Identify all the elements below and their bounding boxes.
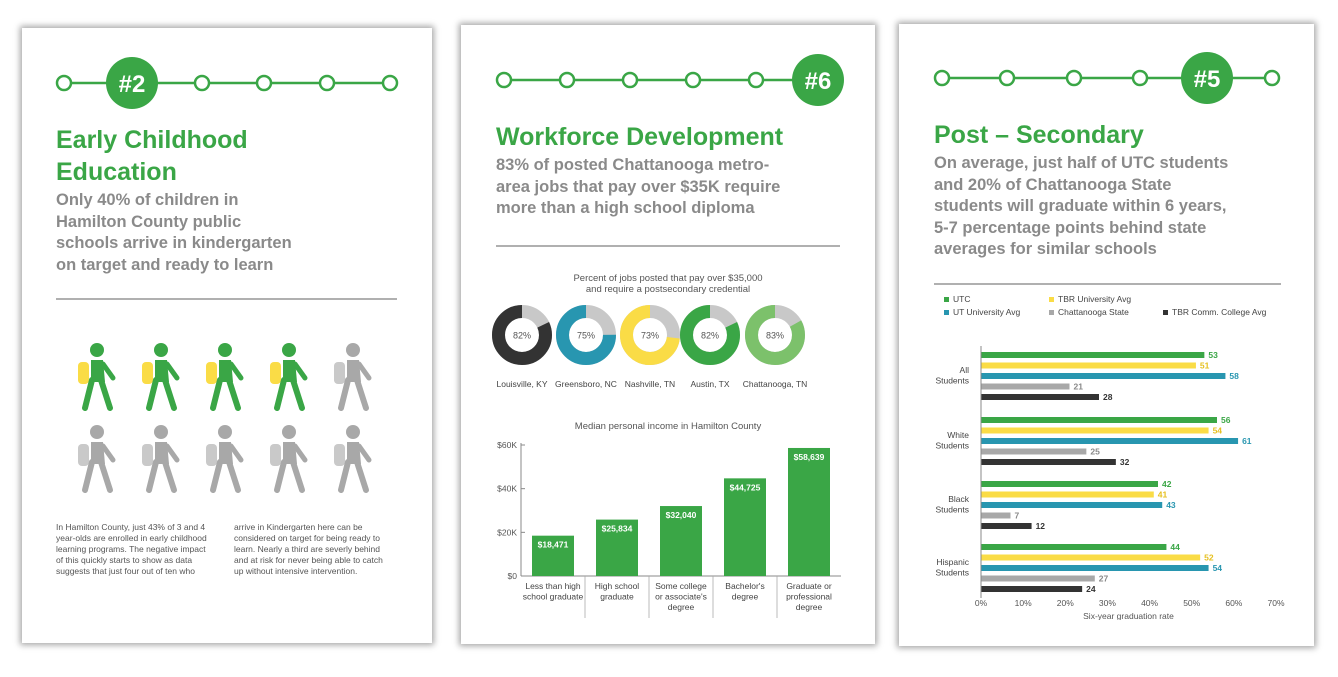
workforce-card bbox=[461, 25, 875, 644]
grad-bar bbox=[981, 586, 1082, 592]
donut-value: 82% bbox=[700, 330, 720, 341]
card-subtitle bbox=[56, 190, 292, 276]
y-category-label: Black bbox=[948, 494, 969, 504]
bar-value-label: 58 bbox=[1229, 371, 1239, 381]
step-dot bbox=[320, 76, 334, 90]
subtitle-line: students will graduate within 6 years, bbox=[934, 197, 1227, 215]
head bbox=[90, 343, 104, 357]
bar-value-label: 21 bbox=[1073, 381, 1083, 392]
leg bbox=[165, 380, 174, 408]
backpack bbox=[78, 362, 89, 384]
backpack bbox=[142, 444, 153, 466]
arm bbox=[167, 364, 177, 378]
bar-value-label: 53 bbox=[1208, 350, 1218, 360]
bar-value-label: 24 bbox=[1086, 584, 1096, 594]
walking-child-icon bbox=[78, 343, 113, 408]
card-title: Post – Secondary bbox=[934, 121, 1144, 149]
bar-value-label: 54 bbox=[1212, 563, 1223, 573]
donut-chart-title bbox=[461, 273, 875, 295]
divider bbox=[496, 245, 840, 247]
y-tick-label: $0 bbox=[507, 571, 517, 581]
x-category-label: graduate bbox=[600, 591, 634, 602]
x-tick-label: 0% bbox=[974, 598, 988, 608]
grad-bar bbox=[981, 481, 1158, 487]
bar-value-label: 25 bbox=[1090, 446, 1100, 457]
x-category-label: Graduate or bbox=[786, 581, 832, 591]
subtitle-line: 83% of posted Chattanooga metro- bbox=[496, 156, 770, 174]
head bbox=[346, 343, 360, 357]
donut-value: 83% bbox=[765, 330, 785, 341]
legend-label: UTC bbox=[953, 294, 971, 304]
x-tick-label: 70% bbox=[1267, 598, 1285, 608]
backpack bbox=[270, 362, 281, 384]
walking-child-icon bbox=[142, 343, 177, 408]
grad-bar bbox=[981, 449, 1086, 455]
bar-value-label: 27 bbox=[1098, 573, 1109, 584]
bar-value-label: 7 bbox=[1014, 510, 1020, 521]
y-category-label: Students bbox=[935, 375, 969, 386]
x-category-label: Less than high bbox=[525, 581, 581, 591]
step-dot bbox=[383, 76, 397, 90]
backpack bbox=[78, 444, 89, 466]
x-category-label: professional bbox=[786, 591, 832, 602]
bar-value-label: 61 bbox=[1242, 436, 1252, 446]
progress-track bbox=[461, 25, 875, 135]
grad-bar bbox=[981, 363, 1196, 369]
bar-value-label: $18,471 bbox=[537, 539, 569, 550]
leg bbox=[341, 380, 348, 408]
subtitle-line: and 20% of Chattanooga State bbox=[934, 175, 1172, 194]
bar-value-label: 28 bbox=[1103, 392, 1113, 402]
grad-bar bbox=[981, 459, 1116, 465]
grad-bar bbox=[981, 438, 1238, 444]
legend-label: Chattanooga State bbox=[1058, 307, 1129, 317]
arm bbox=[167, 446, 177, 460]
x-category-label: degree bbox=[795, 602, 823, 612]
bar-value-label: $44,725 bbox=[729, 482, 761, 493]
body-line: year-olds are enrolled in early childhood bbox=[56, 533, 207, 543]
body-line: In Hamilton County, just 43% of 3 and 4 bbox=[56, 522, 206, 532]
body-line: considered on target for being ready to bbox=[234, 533, 381, 543]
step-dot bbox=[195, 76, 209, 90]
y-category-label: Hispanic bbox=[936, 557, 969, 567]
card-subtitle bbox=[496, 155, 780, 220]
x-category-label: degree bbox=[731, 591, 759, 602]
bar-value-label: 44 bbox=[1170, 542, 1180, 552]
leg bbox=[341, 462, 348, 490]
x-tick-label: 50% bbox=[1183, 598, 1201, 608]
badge-label: #6 bbox=[804, 68, 832, 95]
badge-label: #5 bbox=[1193, 66, 1221, 93]
income-bar bbox=[724, 478, 766, 576]
head bbox=[154, 343, 168, 357]
post-secondary-card bbox=[899, 24, 1314, 646]
bar-value-label: 54 bbox=[1212, 425, 1223, 436]
leg bbox=[149, 462, 156, 490]
subtitle-line: 5-7 percentage points behind state bbox=[934, 218, 1207, 237]
arm bbox=[295, 364, 305, 378]
step-dot bbox=[1133, 71, 1147, 85]
leg bbox=[213, 462, 220, 490]
y-category-label: Students bbox=[935, 504, 969, 515]
subtitle-line: averages for similar schools bbox=[934, 240, 1157, 258]
donut-label: Nashville, TN bbox=[624, 379, 676, 389]
y-category-label: Students bbox=[935, 567, 969, 578]
backpack bbox=[142, 362, 153, 384]
legend-swatch bbox=[944, 310, 949, 315]
bar-value-label: 51 bbox=[1199, 360, 1210, 371]
grad-bar bbox=[981, 428, 1209, 434]
walking-child-icon bbox=[334, 425, 369, 490]
grad-bar bbox=[981, 492, 1154, 498]
bar-value-label: 56 bbox=[1221, 415, 1231, 425]
step-dot bbox=[749, 73, 763, 87]
grad-bar bbox=[981, 394, 1099, 400]
x-tick-label: 20% bbox=[1056, 598, 1074, 608]
body-line: of this quickly starts to show as data bbox=[56, 555, 193, 565]
arm bbox=[295, 446, 305, 460]
leg bbox=[277, 462, 284, 490]
bar-value-label: 41 bbox=[1157, 489, 1168, 500]
donut-row bbox=[461, 305, 875, 395]
walking-child-icon bbox=[206, 343, 241, 408]
donut-label: Austin, TX bbox=[690, 379, 730, 389]
divider bbox=[56, 298, 397, 300]
divider bbox=[934, 283, 1281, 285]
walking-child-icon bbox=[78, 425, 113, 490]
body-line: and at risk for never being able to catch bbox=[234, 555, 383, 565]
donut-title-line: and require a postsecondary credential bbox=[585, 284, 751, 295]
bar-value-label: $25,834 bbox=[601, 523, 633, 534]
legend-label: UT University Avg bbox=[953, 307, 1021, 317]
legend-swatch bbox=[1049, 310, 1054, 315]
leg bbox=[101, 380, 110, 408]
backpack bbox=[334, 444, 345, 466]
x-tick-label: 60% bbox=[1225, 598, 1243, 608]
walking-child-icon bbox=[206, 425, 241, 490]
body-line: suggests that just four out of ten who bbox=[56, 566, 195, 576]
head bbox=[282, 343, 296, 357]
step-dot bbox=[497, 73, 511, 87]
badge-label: #2 bbox=[118, 71, 146, 98]
x-tick-label: 30% bbox=[1098, 598, 1116, 608]
x-tick-label: 10% bbox=[1014, 598, 1032, 608]
y-category-label: All bbox=[959, 365, 969, 375]
legend-swatch bbox=[944, 297, 949, 302]
body-line: arrive in Kindergarten here can be bbox=[234, 522, 363, 532]
leg bbox=[229, 380, 238, 408]
x-category-label: Some college bbox=[655, 581, 707, 591]
donut-label: Greensboro, NC bbox=[555, 379, 617, 389]
head bbox=[154, 425, 168, 439]
progress-track bbox=[22, 28, 432, 138]
step-dot bbox=[935, 71, 949, 85]
donut-label: Louisville, KY bbox=[496, 379, 548, 389]
backpack bbox=[206, 444, 217, 466]
walking-child-icon bbox=[270, 425, 305, 490]
head bbox=[218, 425, 232, 439]
leg bbox=[213, 380, 220, 408]
subtitle-line: Hamilton County public bbox=[56, 212, 242, 231]
legend-swatch bbox=[1163, 310, 1168, 315]
step-dot bbox=[623, 73, 637, 87]
step-dot bbox=[686, 73, 700, 87]
arm bbox=[103, 364, 113, 378]
bar-value-label: 43 bbox=[1166, 500, 1176, 510]
leg bbox=[101, 462, 110, 490]
grad-bar bbox=[981, 523, 1032, 529]
donut-title-line: Percent of jobs posted that pay over $35,000 bbox=[573, 273, 763, 284]
leg bbox=[149, 380, 156, 408]
grad-bar bbox=[981, 555, 1200, 561]
leg bbox=[293, 380, 302, 408]
step-dot bbox=[257, 76, 271, 90]
income-bar-chart bbox=[461, 433, 875, 641]
body-line: learn. Nearly a third are severly behind bbox=[234, 544, 380, 554]
card-subtitle bbox=[934, 153, 1228, 261]
body-line: up without intensive intervention. bbox=[234, 566, 358, 576]
backpack bbox=[334, 362, 345, 384]
walking-child-icon bbox=[270, 343, 305, 408]
subtitle-line: On average, just half of UTC students bbox=[934, 154, 1229, 172]
step-dot bbox=[1000, 71, 1014, 85]
grad-bar bbox=[981, 352, 1204, 358]
leg bbox=[229, 462, 238, 490]
x-category-label: High school bbox=[594, 581, 640, 591]
card-title: Workforce Development bbox=[496, 123, 784, 151]
x-tick-label: 40% bbox=[1141, 598, 1159, 608]
walking-child-icon bbox=[142, 425, 177, 490]
donut-value: 82% bbox=[512, 330, 532, 341]
card-title bbox=[56, 124, 248, 188]
income-bar bbox=[788, 448, 830, 576]
head bbox=[218, 343, 232, 357]
graduation-bar-chart bbox=[899, 290, 1314, 620]
grad-bar bbox=[981, 373, 1225, 379]
subtitle-line: on target and ready to learn bbox=[56, 255, 274, 274]
bar-value-label: 52 bbox=[1204, 552, 1214, 563]
donut-value: 73% bbox=[640, 330, 660, 341]
bar-value-label: $58,639 bbox=[793, 451, 825, 462]
walking-child-icon bbox=[334, 343, 369, 408]
leg bbox=[165, 462, 174, 490]
backpack bbox=[270, 444, 281, 466]
head bbox=[90, 425, 104, 439]
grad-bar bbox=[981, 513, 1011, 519]
grad-bar bbox=[981, 544, 1166, 550]
donut-value: 75% bbox=[576, 330, 596, 341]
donut-label: Chattanooga, TN bbox=[742, 379, 808, 389]
y-category-label: White bbox=[947, 430, 969, 440]
grad-bar bbox=[981, 576, 1095, 582]
body-line: learning programs. The negative impact bbox=[56, 544, 206, 554]
bar-value-label: $32,040 bbox=[665, 510, 697, 521]
y-tick-label: $20K bbox=[497, 527, 517, 538]
early-childhood-card bbox=[22, 28, 432, 643]
subtitle-line: area jobs that pay over $35K require bbox=[496, 177, 781, 196]
x-category-label: Bachelor's bbox=[725, 581, 765, 591]
bar-value-label: 42 bbox=[1162, 479, 1172, 489]
income-chart-title: Median personal income in Hamilton County bbox=[574, 421, 762, 432]
leg bbox=[85, 380, 92, 408]
head bbox=[282, 425, 296, 439]
head bbox=[346, 425, 360, 439]
subtitle-line: schools arrive in kindergarten bbox=[56, 234, 292, 252]
leg bbox=[293, 462, 302, 490]
grad-bar bbox=[981, 384, 1070, 390]
arm bbox=[231, 364, 241, 378]
bar-value-label: 32 bbox=[1119, 457, 1130, 467]
legend-label: TBR Comm. College Avg bbox=[1172, 307, 1267, 317]
grad-bar bbox=[981, 502, 1162, 508]
y-tick-label: $60K bbox=[497, 440, 517, 450]
leg bbox=[85, 462, 92, 490]
x-category-label: or associate's bbox=[655, 591, 707, 602]
bar-value-label: 12 bbox=[1035, 521, 1046, 531]
step-dot bbox=[1067, 71, 1081, 85]
leg bbox=[357, 462, 366, 490]
legend-swatch bbox=[1049, 297, 1054, 302]
arm bbox=[231, 446, 241, 460]
subtitle-line: Only 40% of children in bbox=[56, 191, 239, 209]
step-dot bbox=[57, 76, 71, 90]
arm bbox=[103, 446, 113, 460]
body-text-col1 bbox=[56, 522, 228, 577]
title-line: Education bbox=[56, 158, 177, 186]
grad-bar bbox=[981, 565, 1209, 571]
legend-label: TBR University Avg bbox=[1058, 294, 1132, 304]
progress-track bbox=[899, 24, 1314, 134]
leg bbox=[357, 380, 366, 408]
title-line: Early Childhood bbox=[56, 126, 248, 154]
x-axis-title: Six-year graduation rate bbox=[1083, 611, 1174, 620]
x-category-label: school graduate bbox=[522, 591, 584, 602]
grad-bar bbox=[981, 417, 1217, 423]
step-dot bbox=[1265, 71, 1279, 85]
children-pictogram bbox=[62, 338, 392, 503]
subtitle-line: more than a high school diploma bbox=[496, 199, 755, 217]
y-tick-label: $40K bbox=[497, 483, 517, 494]
x-category-label: degree bbox=[667, 602, 695, 612]
arm bbox=[359, 364, 369, 378]
body-text-col2 bbox=[234, 522, 409, 577]
leg bbox=[277, 380, 284, 408]
backpack bbox=[206, 362, 217, 384]
step-dot bbox=[560, 73, 574, 87]
arm bbox=[359, 446, 369, 460]
y-category-label: Students bbox=[935, 440, 969, 451]
